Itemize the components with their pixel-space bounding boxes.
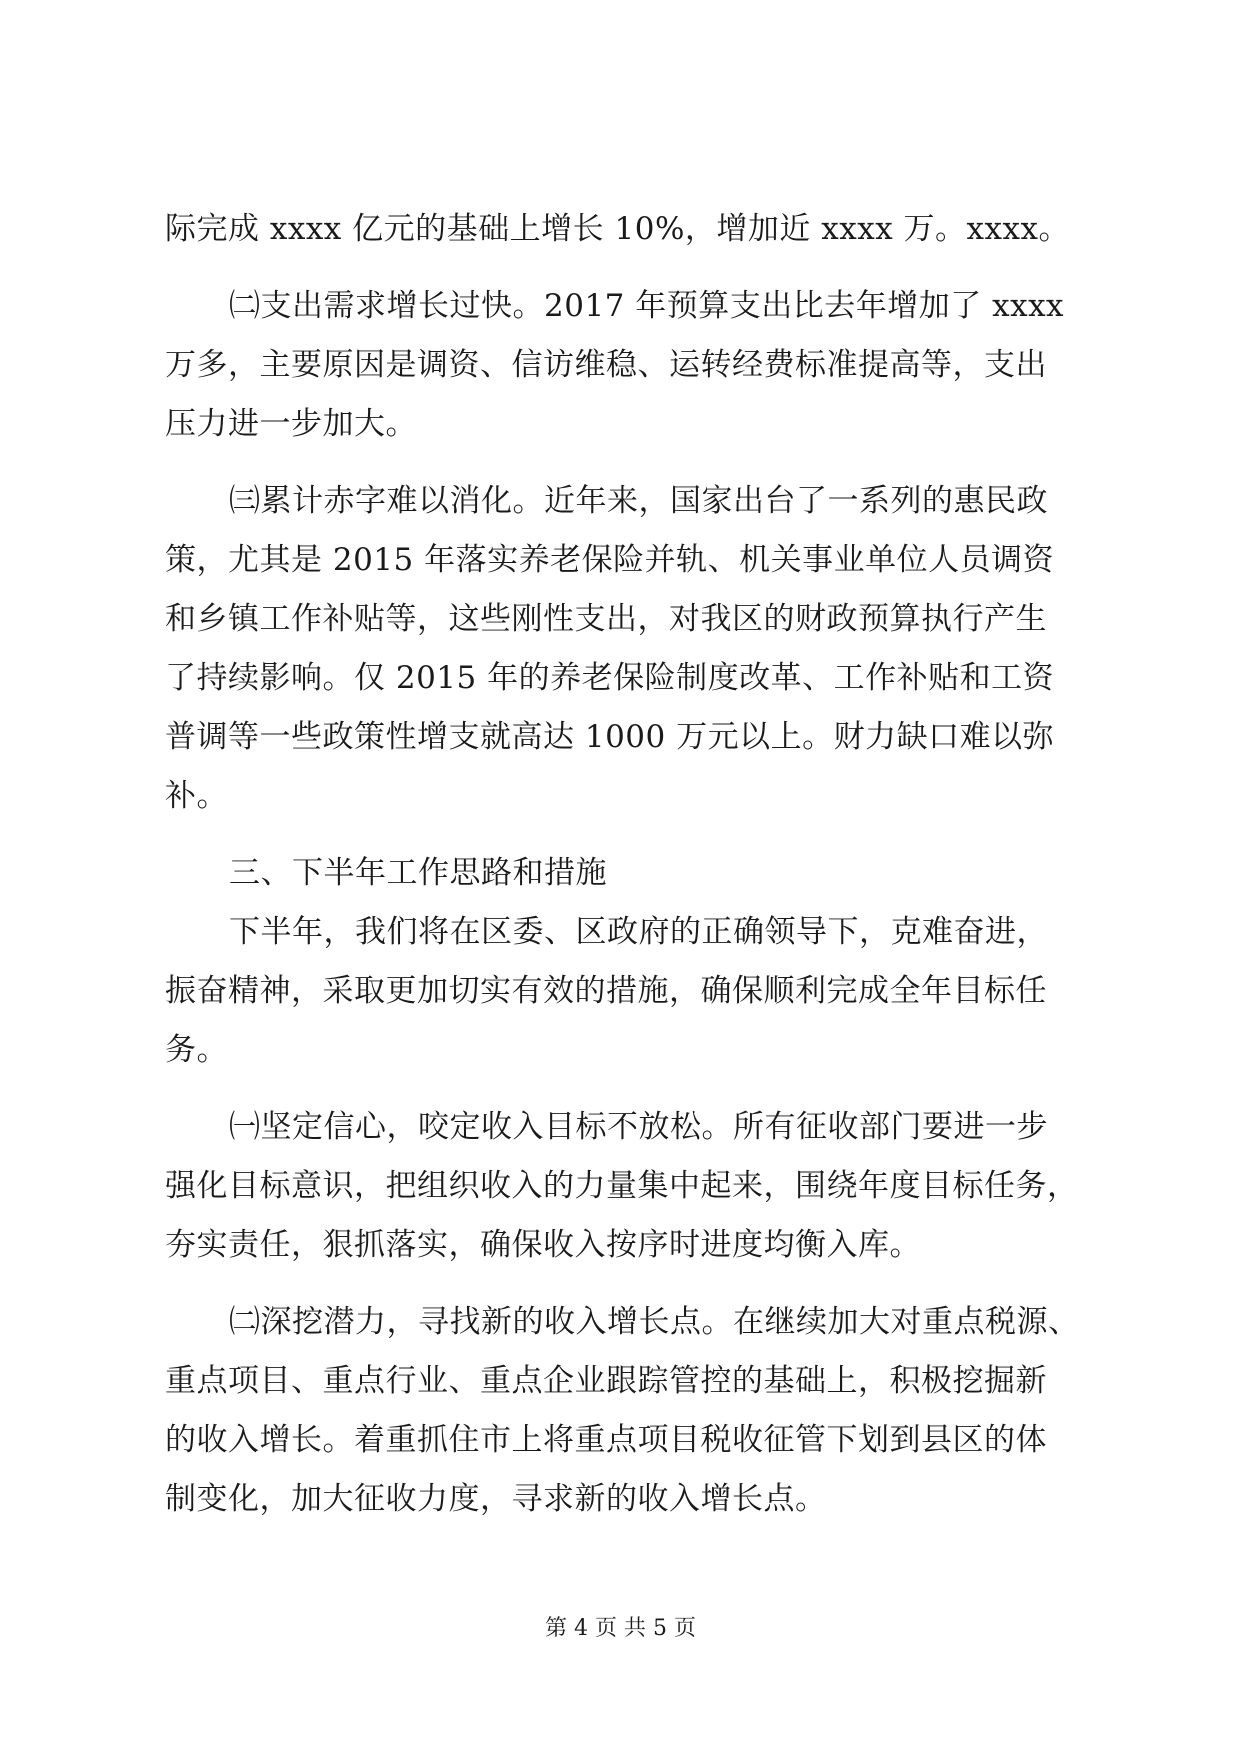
text-line: 压力进一步加大。 (165, 406, 417, 442)
paragraph-second-half (165, 903, 1085, 1080)
text-line: 了持续影响。仅 2015 年的养老保险制度改革、工作补贴和工资 (165, 660, 1055, 696)
paragraph-continuation (165, 200, 1085, 259)
text-line: 强化目标意识，把组织收入的力量集中起来，围绕年度目标任务， (165, 1168, 1079, 1204)
text-line: 普调等一些政策性增支就高达 1000 万元以上。财力缺口难以弥 (165, 719, 1055, 755)
paragraph-expenditure-growth (165, 277, 1085, 454)
text-line: 重点项目、重点行业、重点企业跟踪管控的基础上，积极挖掘新 (165, 1363, 1047, 1399)
text-line: 振奋精神，采取更加切实有效的措施，确保顺利完成全年目标任 (165, 973, 1047, 1009)
text-line: 策，尤其是 2015 年落实养老保险并轨、机关事业单位人员调资 (165, 542, 1055, 578)
text-line: ㈢累计赤字难以消化。近年来，国家出台了一系列的惠民政 (229, 483, 1048, 519)
paragraph-confidence (165, 1098, 1085, 1275)
text-line: 下半年，我们将在区委、区政府的正确领导下，克难奋进， (229, 914, 1048, 950)
section-title: 三、下半年工作思路和措施 (229, 855, 607, 891)
text-line: ㈡支出需求增长过快。2017 年预算支出比去年增加了 xxxx (229, 288, 1065, 324)
text-line: 务。 (165, 1032, 228, 1068)
text-line: 夯实责任，狠抓落实，确保收入按序时进度均衡入库。 (165, 1227, 921, 1263)
text-line: 万多，主要原因是调资、信访维稳、运转经费标准提高等，支出 (165, 347, 1047, 383)
text-line: ㈠坚定信心，咬定收入目标不放松。所有征收部门要进一步 (229, 1109, 1048, 1145)
paragraph-cumulative-deficit (165, 472, 1085, 826)
paragraph-potential (165, 1293, 1085, 1529)
text-line: ㈡深挖潜力，寻找新的收入增长点。在继续加大对重点税源、 (229, 1304, 1080, 1340)
page-number: 第 4 页 共 5 页 (545, 1616, 696, 1641)
section-heading (165, 844, 1085, 903)
text-line: 的收入增长。着重抓住市上将重点项目税收征管下划到县区的体 (165, 1422, 1047, 1458)
text-line: 制变化，加大征收力度，寻求新的收入增长点。 (165, 1481, 827, 1517)
document-body (165, 200, 1085, 1529)
text-line: 补。 (165, 778, 228, 814)
text-line: 和乡镇工作补贴等，这些刚性支出，对我区的财政预算执行产生 (165, 601, 1047, 637)
text-line: 际完成 xxxx 亿元的基础上增长 10%，增加近 xxxx 万。xxxx。 (165, 211, 1070, 247)
